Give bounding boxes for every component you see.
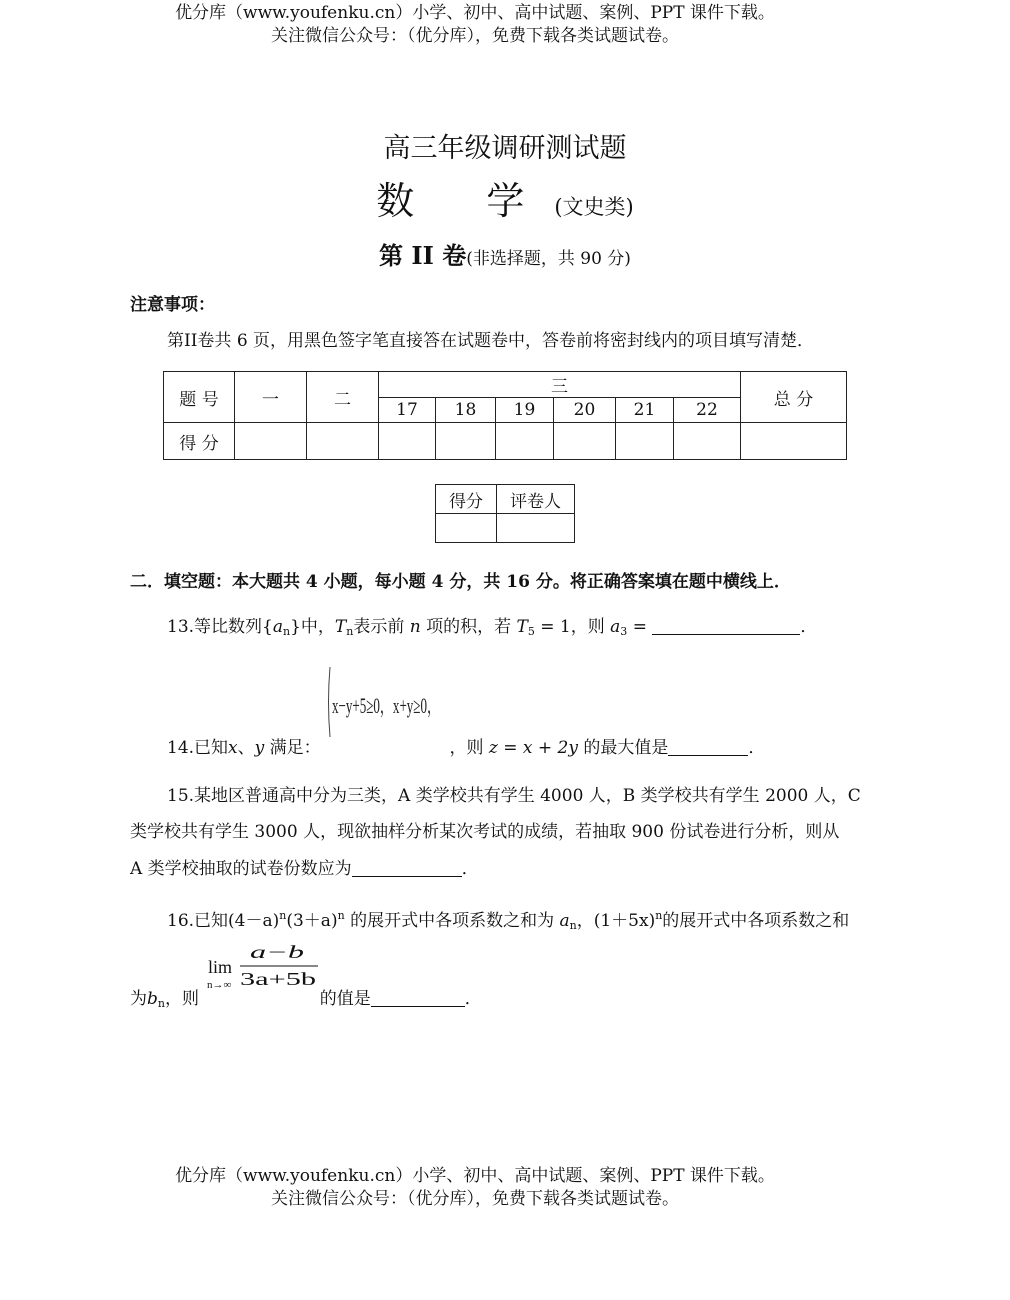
constraint-system-image <box>326 665 515 739</box>
section-title: 二．填空题：本大题共 4 小题，每小题 4 分，共 16 分。将正确答案填在题中横线上． <box>130 572 791 592</box>
answer-blank-15[interactable] <box>352 856 462 877</box>
notice-heading: 注意事项： <box>130 295 215 315</box>
score-cell-total[interactable] <box>741 423 847 460</box>
exam-subject <box>0 170 1010 225</box>
answer-blank-14[interactable] <box>668 735 748 756</box>
grader-score-label: 得分 <box>436 485 497 514</box>
site-header-line-1: 优分库（www.youfenku.cn）小学、初中、高中试题、案例、PPT 课件下载。 <box>175 3 775 23</box>
question-16-line-2: 为$b_n$，则 的值是 ． <box>130 981 482 1022</box>
volume-label: 第 II 卷 <box>379 241 467 270</box>
grader-name-cell[interactable] <box>497 514 575 543</box>
svg-text:3a+5b: 3a+5b <box>240 969 316 989</box>
subject-name: 数 学 <box>376 179 555 223</box>
question-13: 13.等比数列$\{a_n\}$中，$T_n$表示前 n 项的积，若 $T_5 = 1$，则 $a_3$ = ． <box>167 609 817 650</box>
question-15-line-3: A 类学校抽取的试卷份数应为 ． <box>130 851 479 887</box>
score-cell-two[interactable] <box>307 423 379 460</box>
score-cell-q21[interactable] <box>616 423 674 460</box>
col-two: 二 <box>307 372 379 423</box>
col-q17: 17 <box>379 398 436 423</box>
answer-blank-16[interactable] <box>371 986 465 1007</box>
score-cell-q19[interactable] <box>496 423 554 460</box>
col-three: 三 <box>379 372 741 398</box>
col-one: 一 <box>235 372 307 423</box>
volume-heading <box>0 236 1010 271</box>
svg-text:lim: lim <box>208 957 233 977</box>
label-score: 得 分 <box>164 423 235 460</box>
col-q22: 22 <box>674 398 741 423</box>
question-15-line-2: 类学校共有学生 3000 人，现欲抽样分析某次考试的成绩，若抽取 900 份试卷进行分析，则从 <box>130 822 840 842</box>
col-total: 总 分 <box>741 372 847 423</box>
score-cell-q22[interactable] <box>674 423 741 460</box>
site-footer-line-2: 关注微信公众号：（优分库），免费下载各类试题试卷。 <box>271 1189 679 1209</box>
svg-text:a−b: a−b <box>250 942 304 962</box>
exam-title: 高三年级调研测试题 <box>383 133 627 164</box>
col-q21: 21 <box>616 398 674 423</box>
grader-score-cell[interactable] <box>436 514 497 543</box>
question-15-line-1: 15.某地区普通高中分为三类，A 类学校共有学生 4000 人，B 类学校共有学生 2000 人，C <box>167 786 861 806</box>
constraint-system-text: x−y+5≥0，x+y≥0， <box>332 693 515 718</box>
col-q20: 20 <box>554 398 616 423</box>
question-14: 14.已知x、y 满足： ，则 z = x + 2y 的最大值是 ． <box>167 730 765 766</box>
question-16-line-1: 16.已知$(4-a)^n(3+a)^n$ 的展开式中各项系数之和为 $a_n$，$(1+5x)^n$的展开式中各项系数之和 <box>167 909 850 932</box>
score-cell-q17[interactable] <box>379 423 436 460</box>
site-footer-line-1: 优分库（www.youfenku.cn）小学、初中、高中试题、案例、PPT 课件下载。 <box>175 1166 775 1186</box>
col-q18: 18 <box>436 398 496 423</box>
site-header-line-2: 关注微信公众号：（优分库），免费下载各类试题试卷。 <box>271 26 679 46</box>
volume-note: (非选择题，共 90 分) <box>466 249 631 269</box>
answer-blank-13[interactable] <box>652 614 800 635</box>
grader-table <box>435 484 575 543</box>
score-cell-q18[interactable] <box>436 423 496 460</box>
label-question-number: 题 号 <box>164 372 235 423</box>
svg-text:n→∞: n→∞ <box>207 979 232 991</box>
subject-note: (文史类) <box>554 195 634 219</box>
col-q19: 19 <box>496 398 554 423</box>
score-cell-q20[interactable] <box>554 423 616 460</box>
score-table <box>163 371 847 460</box>
notice-text: 第II卷共 6 页，用黑色签字笔直接答在试题卷中，答卷前将密封线内的项目填写清楚． <box>167 331 815 351</box>
score-cell-one[interactable] <box>235 423 307 460</box>
grader-name-label: 评卷人 <box>497 485 575 514</box>
